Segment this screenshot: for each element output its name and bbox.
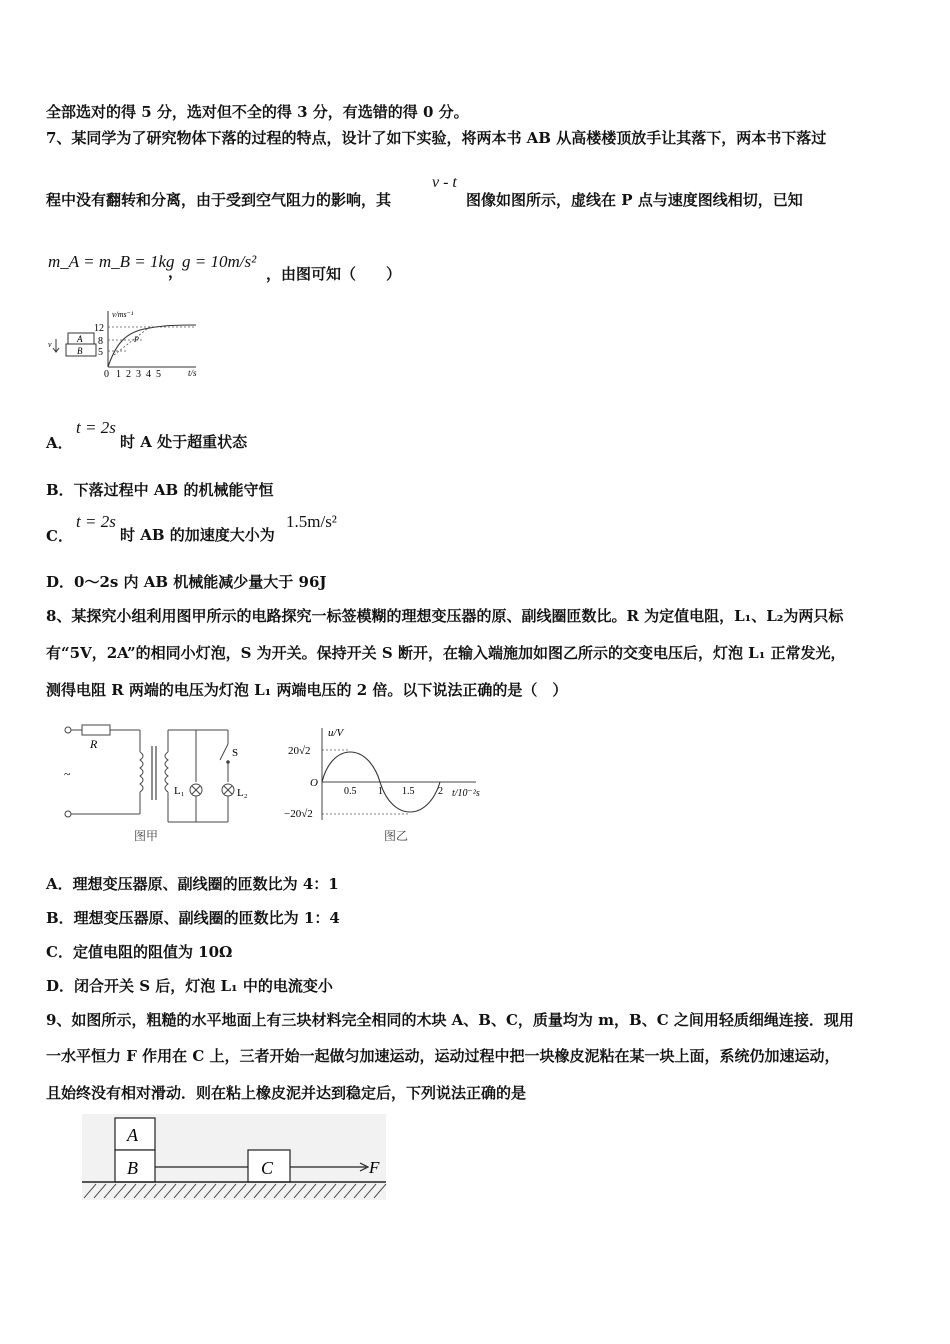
intro-text: 全部选对的得 5 分，选对但不全的得 3 分，有选错的得 0 分。 <box>46 103 469 121</box>
xtick-1.5: 1.5 <box>402 786 415 797</box>
xtick-1: 1 <box>378 786 383 797</box>
q8-line2: 有“5V，2A”的相同小灯泡，S 为开关。保持开关 S 断开，在输入端施加如图乙所示的交变电压后，灯泡 L₁ 正常发光， <box>46 644 846 662</box>
q7-line3b: ，由图可知（ ） <box>266 265 402 283</box>
q7-option-a-label: A． <box>46 434 73 452</box>
block-c-label: C <box>261 1158 274 1178</box>
q7-vt-graph <box>46 305 216 383</box>
force-label: F <box>369 1158 380 1177</box>
ytick-5: 5 <box>98 347 103 358</box>
q8-option-b: B．理想变压器原、副线圈的匝数比为 1：4 <box>46 909 340 927</box>
q7-g-formula: g = 10m/s² <box>182 252 257 271</box>
q7-option-a-formula: t = 2s <box>76 418 116 437</box>
ytick-12: 12 <box>94 323 104 334</box>
xtick-2: 2 <box>126 369 131 380</box>
ac-source-label: ~ <box>64 767 71 781</box>
x-axis-label: t/10⁻²s <box>452 788 480 799</box>
xtick-5: 5 <box>156 369 161 380</box>
q8-circuit-figure <box>56 718 266 848</box>
primary-coil <box>140 752 143 792</box>
q7-mass-formula: m_A = m_B = 1kg <box>48 252 175 271</box>
q7-option-c-value: 1.5m/s² <box>286 512 337 531</box>
xtick-2: 2 <box>438 786 443 797</box>
lamp-l2-label: L₂ <box>237 787 248 799</box>
q8-line3: 测得电阻 R 两端的电压为灯泡 L₁ 两端电压的 2 倍。以下说法正确的是（ ） <box>46 681 568 699</box>
xtick-4: 4 <box>146 369 151 380</box>
lamp-l1-label: L₁ <box>174 785 185 797</box>
q7-option-a-text: 时 A 处于超重状态 <box>120 433 248 451</box>
resistor-r <box>82 725 110 735</box>
q8-option-d: D．闭合开关 S 后，灯泡 L₁ 中的电流变小 <box>46 977 333 995</box>
switch-s <box>220 744 228 760</box>
velocity-arrow-label: v <box>48 340 52 349</box>
xtick-0: 0 <box>104 369 109 380</box>
velocity-curve <box>108 325 196 367</box>
tangent-line <box>114 325 152 355</box>
q8-option-c: C．定值电阻的阻值为 10Ω <box>46 943 233 961</box>
q7-vt-formula: v - t <box>432 174 457 191</box>
xtick-1: 1 <box>116 369 121 380</box>
y-axis-label: u/V <box>328 727 344 739</box>
q7-option-c-label: C． <box>46 527 73 545</box>
q9-blocks-figure <box>82 1114 392 1202</box>
secondary-coil <box>165 752 168 792</box>
fig-jia-caption: 图甲 <box>134 829 159 843</box>
q9-line3: 且始终没有相对滑动．则在粘上橡皮泥并达到稳定后，下列说法正确的是 <box>46 1084 527 1102</box>
q7-comma: ， <box>168 263 184 281</box>
block-a-label: A <box>77 334 83 344</box>
q7-blocks <box>48 333 96 356</box>
origin-label: O <box>310 777 318 789</box>
q7-option-c-formula: t = 2s <box>76 512 116 531</box>
switch-label: S <box>232 747 239 759</box>
q7-option-b: B．下落过程中 AB 的机械能守恒 <box>46 481 274 499</box>
block-b-label: B <box>77 346 83 356</box>
q7-line1: 7、某同学为了研究物体下落的过程的特点，设计了如下实验，将两本书 AB 从高楼楼顶放手让其落下，两本书下落过 <box>46 129 827 147</box>
x-axis-label: t/s <box>188 368 197 378</box>
xtick-0.5: 0.5 <box>344 786 357 797</box>
y-max-label: 20√2 <box>288 745 311 757</box>
q9-line1: 9、如图所示，粗糙的水平地面上有三块材料完全相同的木块 A、B、C，质量均为 m，B、C 之间用轻质细绳连接．现用 <box>46 1011 854 1029</box>
q8-line1: 8、某探究小组利用图甲所示的电路探究一标签模糊的理想变压器的原、副线圈匝数比。R 为定值电阻，L₁、L₂为两只标 <box>46 607 844 625</box>
q8-option-a: A．理想变压器原、副线圈的匝数比为 4：1 <box>46 875 339 893</box>
block-a-label: A <box>127 1125 138 1145</box>
y-axis-label: v/ms⁻¹ <box>112 310 134 319</box>
fig-yi-caption: 图乙 <box>384 829 409 843</box>
q8-voltage-graph <box>282 720 492 850</box>
q9-line2: 一水平恒力 F 作用在 C 上，三者开始一起做匀加速运动，运动过程中把一块橡皮泥粘在某一块上面，系统仍加速运动， <box>46 1047 840 1065</box>
ytick-8: 8 <box>98 336 103 347</box>
resistor-label: R <box>90 737 98 751</box>
y-min-label: −20√2 <box>284 808 313 820</box>
xtick-3: 3 <box>136 369 141 380</box>
q7-line2a: 程中没有翻转和分离，由于受到空气阻力的影响，其 <box>46 191 392 209</box>
q7-line2b: 图像如图所示，虚线在 P 点与速度图线相切，已知 <box>466 191 803 209</box>
q7-option-d: D．0～2s 内 AB 机械能减少量大于 96J <box>46 573 327 591</box>
point-p-label: P <box>134 335 139 344</box>
block-b-label: B <box>127 1158 138 1178</box>
q7-option-c-text: 时 AB 的加速度大小为 <box>120 526 275 544</box>
